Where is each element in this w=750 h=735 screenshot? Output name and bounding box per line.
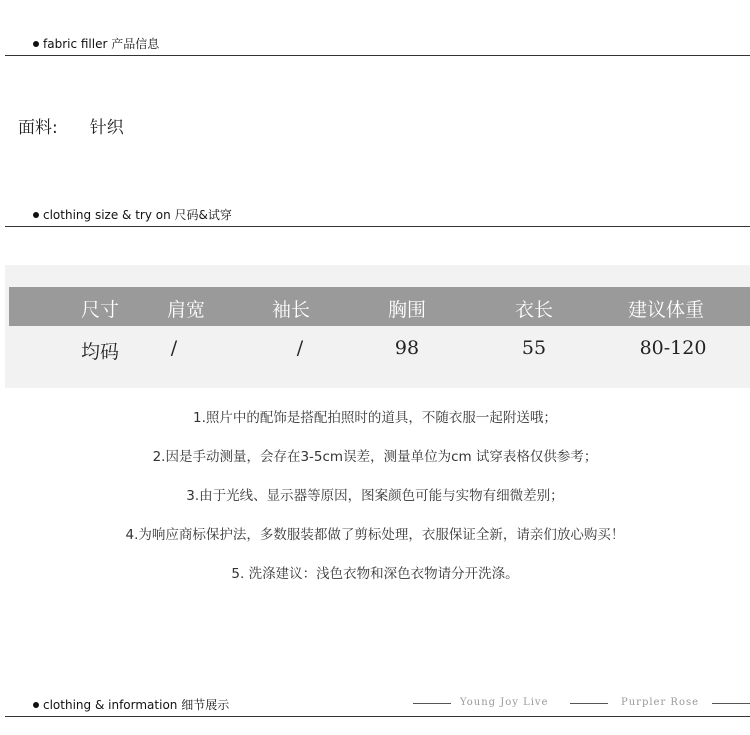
section-divider xyxy=(5,55,750,56)
bullet-icon xyxy=(33,212,39,218)
footer-divider xyxy=(712,703,750,704)
fabric-label: 面料: xyxy=(18,118,58,138)
size-table-cell: 均码 xyxy=(80,341,120,363)
bullet-icon xyxy=(33,41,39,47)
fabric-info xyxy=(18,113,124,138)
note-line: 5. 洗涤建议：浅色衣物和深色衣物请分开洗涤。 xyxy=(231,566,519,582)
detail-section-heading: clothing & information 细节展示 xyxy=(33,696,229,713)
note-line: 1.照片中的配饰是搭配拍照时的道具，不随衣服一起附送哦； xyxy=(193,410,557,426)
size-header-cell: 胸围 xyxy=(387,299,427,321)
size-section-heading: clothing size & try on 尺码&试穿 xyxy=(33,206,232,223)
section-divider xyxy=(5,226,750,227)
footer-divider xyxy=(570,703,608,704)
size-table-cell: 55 xyxy=(521,337,547,359)
size-header-cell: 肩宽 xyxy=(166,299,206,321)
size-table-cell: 98 xyxy=(394,337,420,359)
size-header-cell: 袖长 xyxy=(271,299,311,321)
note-line: 3.由于光线、显示器等原因，图案颜色可能与实物有细微差别； xyxy=(186,488,564,504)
size-header-cell: 衣长 xyxy=(514,299,554,321)
size-header-cell: 建议体重 xyxy=(627,299,705,321)
size-table-cell: 80-120 xyxy=(639,337,707,359)
footer-tag: Young Joy Live xyxy=(460,697,549,708)
size-table-cell: / xyxy=(170,337,178,359)
note-line: 2.因是手动测量，会存在3-5cm误差，测量单位为cm 试穿表格仅供参考； xyxy=(152,449,598,465)
bullet-icon xyxy=(33,702,39,708)
size-table-panel xyxy=(5,265,750,388)
fabric-value: 针织 xyxy=(89,118,124,138)
size-table-cell: / xyxy=(296,337,304,359)
size-header-cell: 尺寸 xyxy=(80,299,120,321)
footer-divider xyxy=(413,703,451,704)
fabric-section-heading: fabric filler 产品信息 xyxy=(33,35,159,52)
section-divider xyxy=(5,716,750,717)
footer-tag: Purpler Rose xyxy=(621,697,700,708)
note-line: 4.为响应商标保护法，多数服装都做了剪标处理，衣服保证全新，请亲们放心购买！ xyxy=(125,527,625,543)
